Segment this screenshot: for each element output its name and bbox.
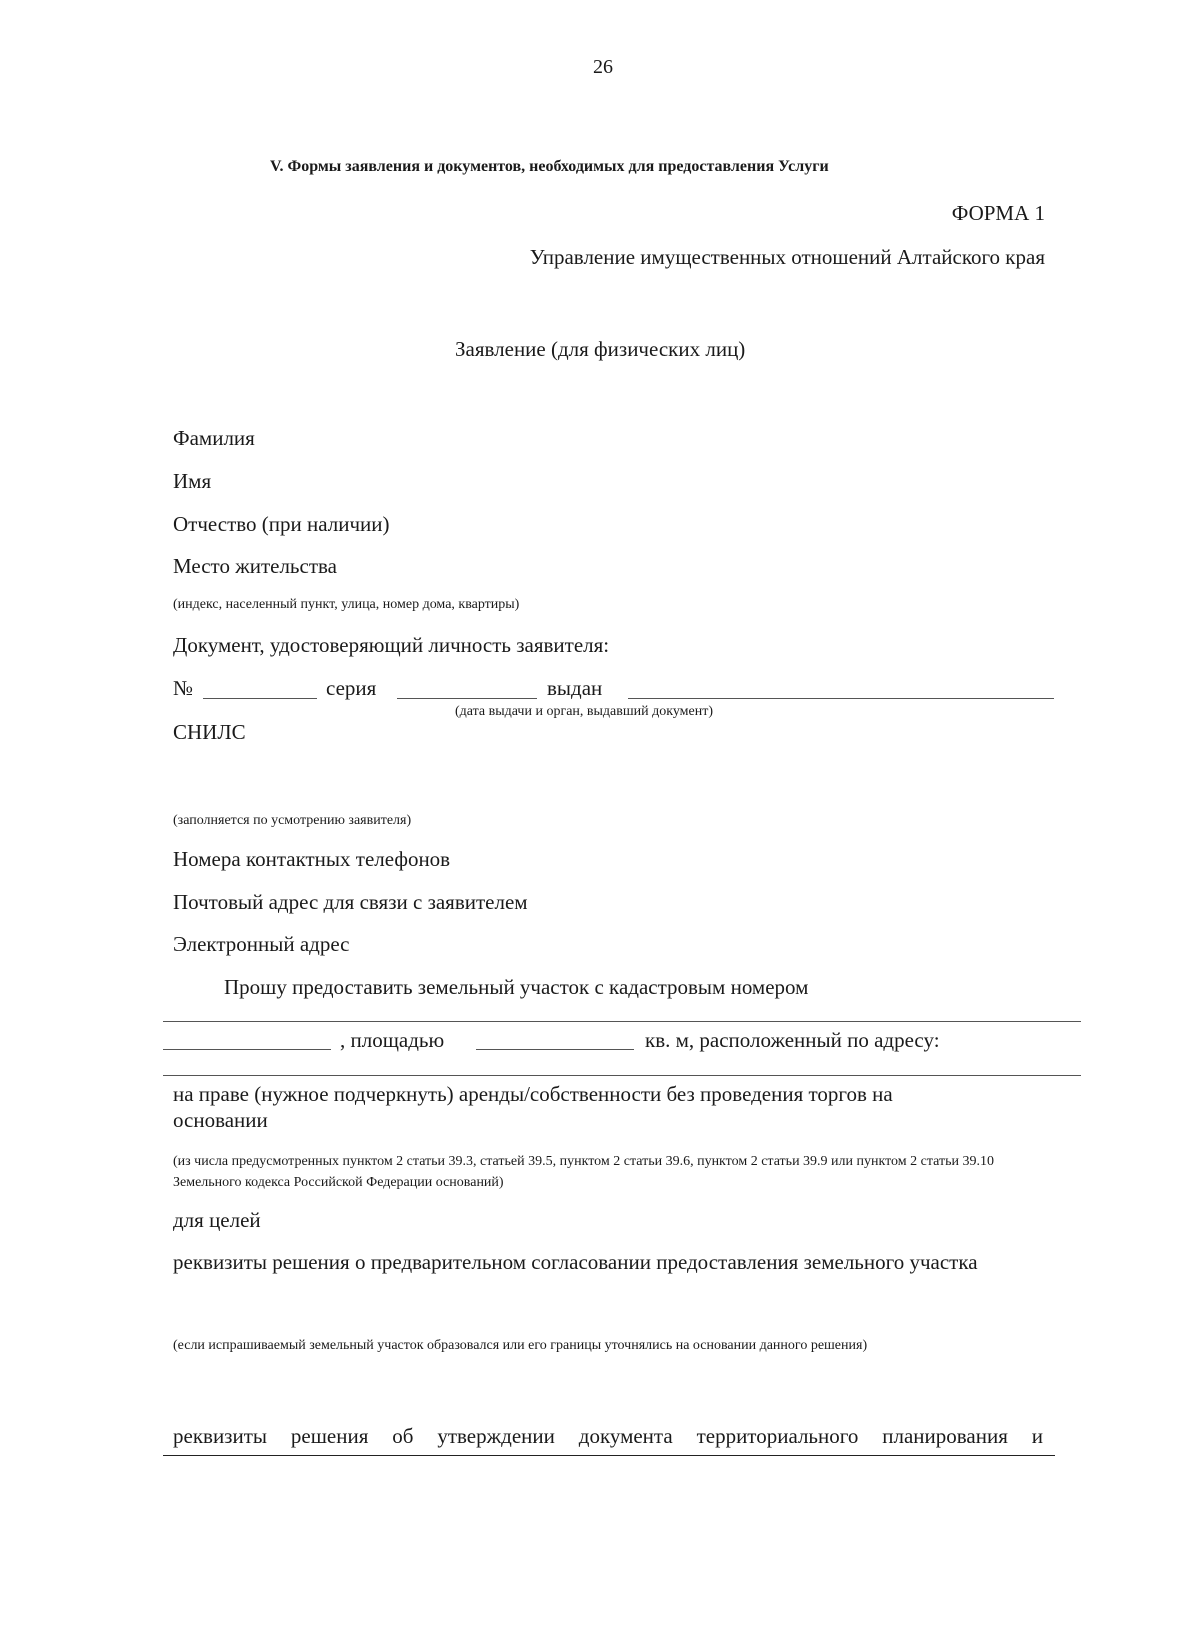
request-intro: Прошу предоставить земельный участок с кадастровым номером — [224, 975, 809, 999]
purpose-label: для целей — [173, 1208, 261, 1232]
area-unit-label: кв. м, расположенный по адресу: — [645, 1028, 940, 1052]
phones-label: Номера контактных телефонов — [173, 847, 451, 871]
prelim-hint: (если испрашиваемый земельный участок образовался или его границы уточнялись на основании данного решения) — [173, 1338, 868, 1353]
series-blank[interactable] — [397, 698, 537, 699]
planning-decision-label: реквизиты решения об утверждении документа территориального планирования и — [173, 1424, 1043, 1448]
issued-hint: (дата выдачи и орган, выдавший документ) — [455, 704, 714, 719]
area-label: , площадью — [340, 1028, 445, 1052]
prelim-decision-label: реквизиты решения о предварительном согласовании предоставления земельного участка — [173, 1250, 978, 1274]
number-label: № — [173, 676, 194, 700]
form-label: ФОРМА 1 — [951, 201, 1045, 225]
postal-address-label: Почтовый адрес для связи с заявителем — [173, 890, 528, 914]
snils-hint: (заполняется по усмотрению заявителя) — [173, 813, 412, 828]
email-label: Электронный адрес — [173, 932, 350, 956]
area-blank[interactable] — [476, 1049, 634, 1050]
section-heading: V. Формы заявления и документов, необходимых для предоставления Услуги — [270, 158, 829, 175]
cadastral-cont-blank[interactable] — [163, 1049, 331, 1050]
grounds-hint: (из числа предусмотренных пунктом 2 статьи 39.3, статьей 39.5, пунктом 2 статьи 39.6, пунктом 2 статьи 39.9 или пунктом 2 статьи 39.10 Земельного кодекса Российской Федерации оснований) — [173, 1154, 995, 1190]
patronymic-label: Отчество (при наличии) — [173, 512, 390, 536]
name-label: Имя — [173, 469, 212, 493]
issued-blank[interactable] — [628, 698, 1054, 699]
issued-label: выдан — [547, 676, 603, 700]
addressee: Управление имущественных отношений Алтайского края — [529, 245, 1045, 269]
cadastral-number-blank[interactable] — [163, 1021, 1081, 1022]
address-blank[interactable] — [163, 1075, 1081, 1076]
snils-label: СНИЛС — [173, 720, 246, 744]
right-text: на праве (нужное подчеркнуть) аренды/собственности без проведения торгов на основании — [173, 1082, 893, 1132]
page-number: 26 — [593, 56, 613, 78]
residence-label: Место жительства — [173, 554, 337, 578]
id-document-label: Документ, удостоверяющий личность заявителя: — [173, 633, 610, 657]
series-label: серия — [326, 676, 377, 700]
number-blank[interactable] — [203, 698, 317, 699]
residence-hint: (индекс, населенный пункт, улица, номер дома, квартиры) — [173, 597, 520, 612]
surname-label: Фамилия — [173, 426, 255, 450]
document-title: Заявление (для физических лиц) — [455, 337, 746, 361]
planning-decision-underline[interactable] — [163, 1455, 1055, 1456]
